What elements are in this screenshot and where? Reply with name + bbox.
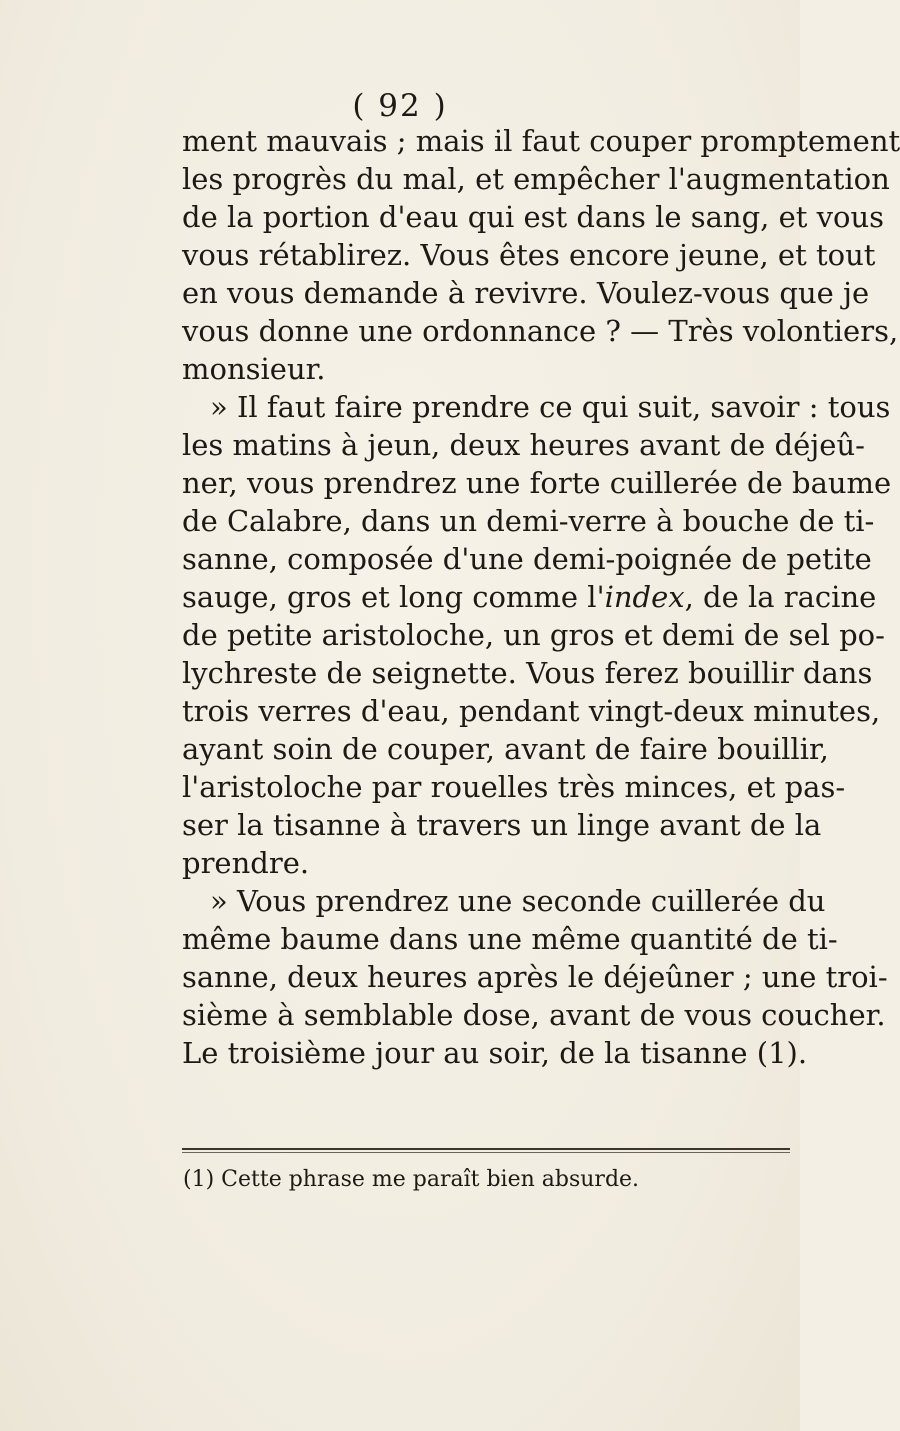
italic-word-index: index: [604, 580, 685, 614]
text-line: ment mauvais ; mais il faut couper promptement: [182, 124, 900, 158]
text-line: trois verres d'eau, pendant vingt-deux minutes,: [182, 694, 881, 728]
text-line: sanne, composée d'une demi-poignée de petite: [182, 542, 872, 576]
text-line: » Il faut faire prendre ce qui suit, savoir : tous: [210, 390, 891, 424]
text-line: de petite aristoloche, un gros et demi de sel po-: [182, 618, 885, 652]
text-line: ser la tisanne à travers un linge avant de la: [182, 808, 822, 842]
text-line: en vous demande à revivre. Voulez-vous que je: [182, 276, 870, 310]
text-line: les matins à jeun, deux heures avant de déjeû-: [182, 428, 865, 462]
text-line: ayant soin de couper, avant de faire bouillir,: [182, 732, 829, 766]
text-line: sanne, deux heures après le déjeûner ; une troi-: [182, 960, 888, 994]
footnote-divider: [182, 1148, 790, 1150]
text-line: lychreste de seignette. Vous ferez bouillir dans: [182, 656, 873, 690]
body-text: [182, 122, 900, 1072]
text-line: ner, vous prendrez une forte cuillerée de baume: [182, 466, 892, 500]
text-line: » Vous prendrez une seconde cuillerée du: [210, 884, 826, 918]
text-line: de Calabre, dans un demi-verre à bouche de ti-: [182, 504, 875, 538]
text-line: Le troisième jour au soir, de la tisanne (1).: [182, 1036, 808, 1070]
text-line: vous rétablirez. Vous êtes encore jeune, et tout: [182, 238, 876, 272]
text-segment: , de la racine: [684, 580, 877, 614]
footnote-divider-thin: [182, 1152, 790, 1153]
text-line: monsieur.: [182, 352, 326, 386]
text-line-with-italic: [182, 578, 877, 616]
text-line: de la portion d'eau qui est dans le sang, et vous: [182, 200, 885, 234]
footnote: (1) Cette phrase me paraît bien absurde.: [183, 1167, 640, 1192]
text-line: les progrès du mal, et empêcher l'augmentation: [182, 162, 890, 196]
page-number: ( 92 ): [352, 88, 448, 124]
text-line: sième à semblable dose, avant de vous coucher.: [182, 998, 886, 1032]
text-segment: sauge, gros et long comme l': [182, 580, 605, 614]
text-line: vous donne une ordonnance ? — Très volontiers,: [182, 314, 899, 348]
text-line: même baume dans une même quantité de ti-: [182, 922, 838, 956]
text-line: prendre.: [182, 846, 310, 880]
text-line: l'aristoloche par rouelles très minces, et pas-: [182, 770, 846, 804]
